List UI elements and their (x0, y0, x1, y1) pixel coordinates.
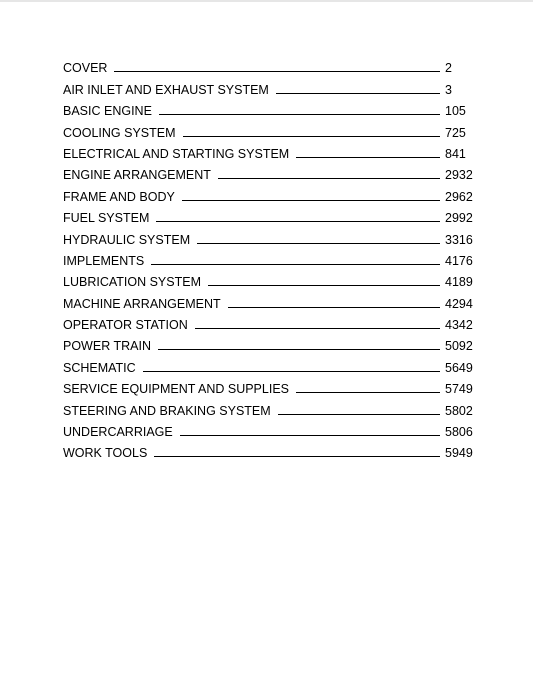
toc-entry-title: ENGINE ARRANGEMENT (63, 168, 211, 183)
toc-leader-line (228, 307, 440, 308)
toc-entry-page: 5949 (445, 446, 473, 461)
toc-entry-engine-arrangement[interactable] (63, 161, 475, 182)
toc-leader-line (208, 285, 440, 286)
toc-entry-page: 841 (445, 146, 466, 161)
toc-entry-title: SERVICE EQUIPMENT AND SUPPLIES (63, 382, 289, 397)
toc-entry-page: 105 (445, 104, 466, 119)
toc-entry-page: 2 (445, 61, 452, 76)
toc-entry-title: MACHINE ARRANGEMENT (63, 296, 221, 311)
toc-entry-title: UNDERCARRIAGE (63, 425, 173, 440)
toc-entry-page: 5092 (445, 339, 473, 354)
toc-leader-line (183, 136, 440, 137)
toc-entry-operator-station[interactable] (63, 311, 475, 332)
toc-leader-line (182, 200, 440, 201)
toc-entry-page: 5806 (445, 425, 473, 440)
toc-entry-cover[interactable] (63, 54, 475, 75)
toc-entry-page: 2992 (445, 211, 473, 226)
toc-entry-fuel-system[interactable] (63, 204, 475, 225)
toc-entry-lubrication-system[interactable] (63, 268, 475, 289)
toc-entry-title: AIR INLET AND EXHAUST SYSTEM (63, 82, 269, 97)
toc-entry-page: 3 (445, 82, 452, 97)
toc-entry-title: STEERING AND BRAKING SYSTEM (63, 403, 271, 418)
toc-entry-title: SCHEMATIC (63, 360, 136, 375)
toc-entry-power-train[interactable] (63, 332, 475, 353)
toc-leader-line (278, 414, 440, 415)
toc-entry-page: 5802 (445, 403, 473, 418)
table-of-contents (63, 54, 475, 460)
toc-entry-title: COOLING SYSTEM (63, 125, 176, 140)
toc-leader-line (143, 371, 440, 372)
toc-entry-work-tools[interactable] (63, 439, 475, 460)
toc-entry-page: 725 (445, 125, 466, 140)
toc-entry-undercarriage[interactable] (63, 418, 475, 439)
toc-entry-electrical-and-starting-system[interactable] (63, 140, 475, 161)
toc-leader-line (156, 221, 440, 222)
toc-entry-title: BASIC ENGINE (63, 104, 152, 119)
toc-leader-line (296, 157, 440, 158)
toc-leader-line (151, 264, 440, 265)
toc-entry-air-inlet-and-exhaust-system[interactable] (63, 75, 475, 96)
toc-entry-page: 4189 (445, 275, 473, 290)
toc-entry-title: LUBRICATION SYSTEM (63, 275, 201, 290)
toc-entry-title: FRAME AND BODY (63, 189, 175, 204)
toc-entry-page: 5749 (445, 382, 473, 397)
toc-entry-page: 2962 (445, 189, 473, 204)
toc-leader-line (296, 392, 440, 393)
toc-leader-line (159, 114, 440, 115)
toc-entry-page: 4176 (445, 253, 473, 268)
toc-entry-hydraulic-system[interactable] (63, 225, 475, 246)
toc-entry-title: WORK TOOLS (63, 446, 148, 461)
toc-entry-page: 4294 (445, 296, 473, 311)
toc-entry-implements[interactable] (63, 247, 475, 268)
toc-entry-title: IMPLEMENTS (63, 253, 145, 268)
toc-leader-line (114, 71, 440, 72)
toc-entry-title: HYDRAULIC SYSTEM (63, 232, 191, 247)
toc-entry-basic-engine[interactable] (63, 97, 475, 118)
toc-entry-page: 2932 (445, 168, 473, 183)
toc-entry-cooling-system[interactable] (63, 118, 475, 139)
toc-entry-title: FUEL SYSTEM (63, 211, 150, 226)
toc-leader-line (195, 328, 440, 329)
toc-entry-title: POWER TRAIN (63, 339, 151, 354)
page-top-border (0, 0, 533, 2)
toc-entry-title: ELECTRICAL AND STARTING SYSTEM (63, 146, 290, 161)
toc-entry-schematic[interactable] (63, 353, 475, 374)
toc-entry-title: OPERATOR STATION (63, 318, 188, 333)
toc-leader-line (276, 93, 440, 94)
toc-entry-page: 5649 (445, 360, 473, 375)
toc-entry-title: COVER (63, 61, 108, 76)
toc-leader-line (154, 456, 440, 457)
toc-entry-page: 4342 (445, 318, 473, 333)
toc-entry-page: 3316 (445, 232, 473, 247)
toc-leader-line (197, 243, 440, 244)
toc-entry-steering-and-braking-system[interactable] (63, 396, 475, 417)
toc-leader-line (158, 349, 440, 350)
toc-entry-machine-arrangement[interactable] (63, 289, 475, 310)
toc-leader-line (218, 178, 440, 179)
toc-entry-service-equipment-and-supplies[interactable] (63, 375, 475, 396)
toc-leader-line (180, 435, 440, 436)
toc-entry-frame-and-body[interactable] (63, 182, 475, 203)
